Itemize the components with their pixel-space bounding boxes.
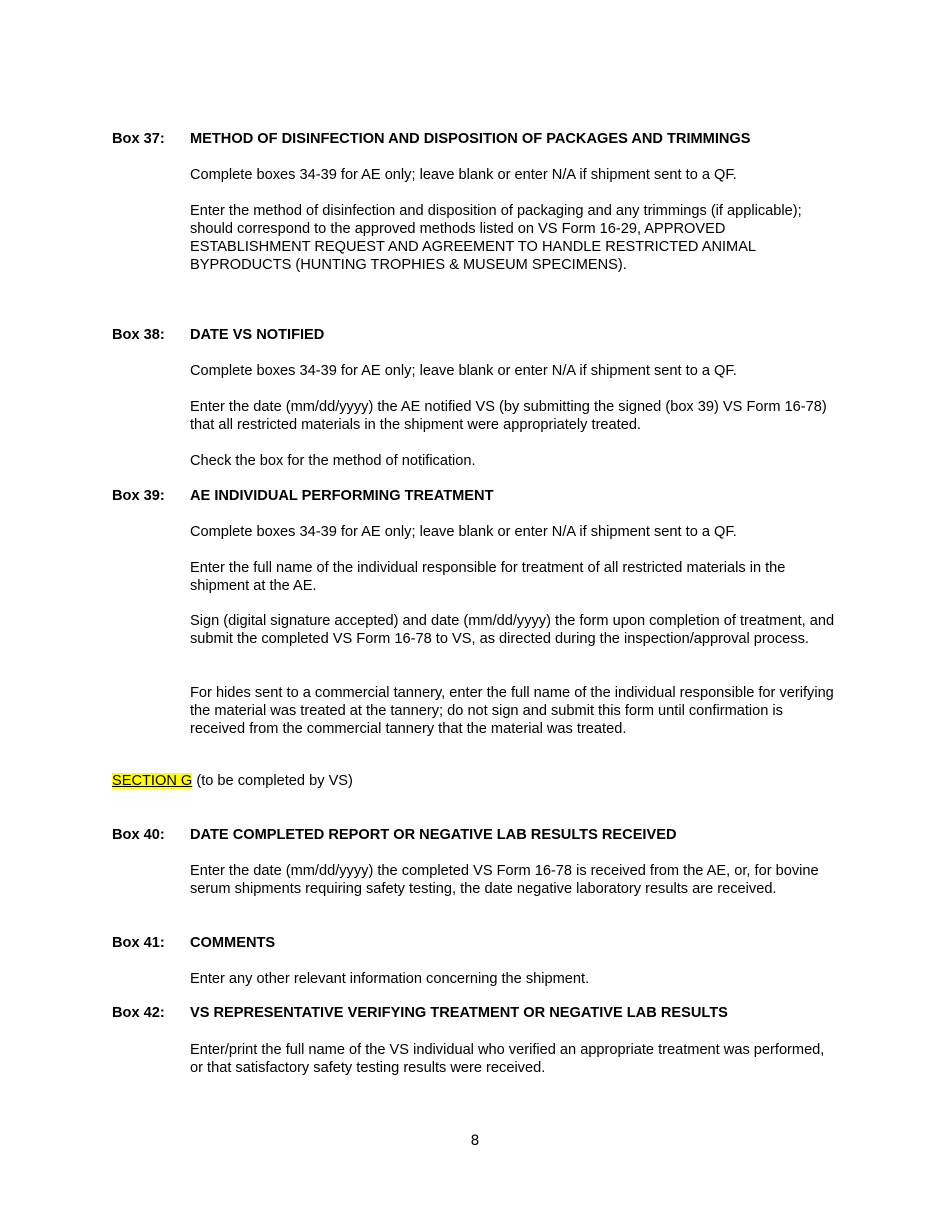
box-39-paragraph-4: For hides sent to a commercial tannery, enter the full name of the individual responsible for verifying the material was treated at the tannery; do not sign and submit this form until confirmation is received from the commercial tannery that the material was treated.	[190, 685, 834, 737]
box-40-paragraph-1: Enter the date (mm/dd/yyyy) the completed VS Form 16-78 is received from the AE, or, for bovine serum shipments requiring safety testing, the date negative laboratory results are received.	[190, 863, 819, 897]
box-39-heading	[112, 487, 494, 505]
box-41-label: Box 41:	[112, 935, 165, 951]
page-number: 8	[470, 1133, 480, 1149]
box-42-paragraph-1: Enter/print the full name of the VS individual who verified an appropriate treatment was performed, or that satisfactory safety testing results were received.	[190, 1042, 825, 1076]
box-38-paragraph-3: Check the box for the method of notification.	[190, 453, 476, 469]
box-41-heading	[112, 934, 275, 952]
box-37-heading	[112, 130, 751, 148]
box-39-paragraph-3: Sign (digital signature accepted) and date (mm/dd/yyyy) the form upon completion of treatment, and submit the completed VS Form 16-78 to VS, as directed during the inspection/approval process.	[190, 613, 835, 647]
box-38-label: Box 38:	[112, 327, 165, 343]
box-40-label: Box 40:	[112, 827, 165, 843]
box-40-heading	[112, 826, 677, 844]
section-g-highlight: SECTION G	[112, 773, 193, 789]
section-g-heading	[112, 772, 353, 790]
box-42-label: Box 42:	[112, 1005, 165, 1021]
box-38-title: DATE VS NOTIFIED	[190, 327, 325, 343]
box-37-paragraph-1: Complete boxes 34-39 for AE only; leave blank or enter N/A if shipment sent to a QF.	[190, 167, 737, 183]
box-40-title: DATE COMPLETED REPORT OR NEGATIVE LAB RESULTS RECEIVED	[190, 827, 677, 843]
box-37-paragraph-2: Enter the method of disinfection and disposition of packaging and any trimmings (if applicable); should correspond to the approved methods listed on VS Form 16-29, APPROVED ESTABLISHMENT REQUEST AND AGREEMENT TO HANDLE RESTRICTED ANIMAL BYPRODUCTS (HUNTING TROPHIES & MUSEUM SPECIMENS).	[190, 203, 802, 273]
box-38-heading	[112, 326, 324, 344]
box-41-paragraph-1: Enter any other relevant information concerning the shipment.	[190, 971, 590, 987]
box-38-paragraph-1: Complete boxes 34-39 for AE only; leave blank or enter N/A if shipment sent to a QF.	[190, 363, 737, 379]
box-39-label: Box 39:	[112, 488, 165, 504]
box-37-label: Box 37:	[112, 131, 165, 147]
box-42-title: VS REPRESENTATIVE VERIFYING TREATMENT OR NEGATIVE LAB RESULTS	[190, 1005, 728, 1021]
box-41-title: COMMENTS	[190, 935, 276, 951]
box-42-heading	[112, 1004, 728, 1022]
box-39-paragraph-2: Enter the full name of the individual responsible for treatment of all restricted materials in the shipment at the AE.	[190, 560, 786, 594]
box-37-title: METHOD OF DISINFECTION AND DISPOSITION OF PACKAGES AND TRIMMINGS	[190, 131, 751, 147]
box-39-paragraph-1: Complete boxes 34-39 for AE only; leave blank or enter N/A if shipment sent to a QF.	[190, 524, 737, 540]
section-g-note: (to be completed by VS)	[192, 773, 353, 789]
box-39-title: AE INDIVIDUAL PERFORMING TREATMENT	[190, 488, 494, 504]
box-38-paragraph-2: Enter the date (mm/dd/yyyy) the AE notified VS (by submitting the signed (box 39) VS Form 16-78) that all restricted materials in the shipment were appropriately treated.	[190, 399, 827, 433]
